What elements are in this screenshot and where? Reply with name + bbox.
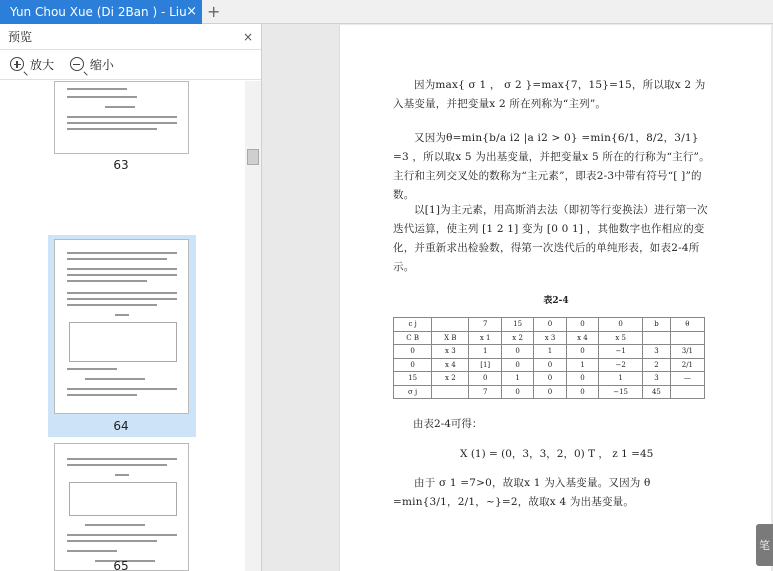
thumbnail-table: [69, 482, 177, 516]
table-cell: 0: [599, 318, 643, 332]
table-cell: b: [643, 318, 671, 332]
page-number-64: 64: [113, 419, 129, 433]
preview-panel: [0, 24, 262, 571]
table-row: [394, 372, 705, 386]
table-cell: 0: [534, 318, 566, 332]
table-cell: 3/1: [670, 345, 704, 359]
table-cell: 1: [599, 372, 643, 386]
table-cell: X B: [432, 331, 469, 345]
table-cell: 0: [501, 385, 533, 399]
table-cell: [670, 331, 704, 345]
table-cell: −2: [599, 358, 643, 372]
table-cell: 0: [534, 358, 566, 372]
table-cell: 3: [643, 345, 671, 359]
table-cell: 0: [501, 358, 533, 372]
table-cell: 1: [501, 372, 533, 386]
zoom-in-icon: [10, 57, 24, 71]
paragraph-5: 由于 σ 1 =7>0，故取x 1 为入基变量。又因为 θ =min{3/1，2/1，~}=2，故取x 4 为出基变量。: [393, 477, 651, 508]
table-cell: x 5: [599, 331, 643, 345]
table-cell: σ j: [394, 385, 432, 399]
table-row: [394, 385, 705, 399]
table-cell: [432, 318, 469, 332]
simplex-table: [393, 317, 705, 399]
table-cell: −1: [599, 345, 643, 359]
table-cell: [670, 385, 704, 399]
zoom-in-button[interactable]: [10, 58, 60, 72]
table-cell: 7: [469, 318, 501, 332]
zoom-out-label: 缩小: [89, 58, 114, 72]
table-cell: 0: [394, 345, 432, 359]
table-row: [394, 345, 705, 359]
table-cell: x 4: [566, 331, 598, 345]
side-note-button[interactable]: 笔: [756, 524, 773, 566]
new-tab-button[interactable]: +: [207, 2, 221, 21]
table-cell: 0: [469, 372, 501, 386]
table-cell: 0: [566, 345, 598, 359]
table-cell: 45: [643, 385, 671, 399]
table-cell: 0: [534, 372, 566, 386]
panel-header: [0, 24, 261, 50]
document-tab[interactable]: [0, 0, 202, 24]
table-cell: 2/1: [670, 358, 704, 372]
tab-bar: [0, 0, 773, 24]
document-page: [339, 25, 771, 571]
table-cell: 15: [501, 318, 533, 332]
zoom-in-label: 放大: [30, 58, 55, 72]
table-cell: 1: [469, 345, 501, 359]
table-row: [394, 331, 705, 345]
table-cell: θ: [670, 318, 704, 332]
table-row: [394, 318, 705, 332]
scrollbar-thumb[interactable]: [247, 149, 259, 165]
table-cell: 0: [534, 385, 566, 399]
table-cell: 1: [566, 358, 598, 372]
table-cell: x 3: [432, 345, 469, 359]
table-cell: 0: [566, 372, 598, 386]
thumbnail-page-63[interactable]: [54, 81, 189, 154]
panel-title: 预览: [8, 30, 33, 44]
table-cell: 0: [566, 318, 598, 332]
paragraph-1: 因为max{ σ 1 ， σ 2 }=max{7，15}=15，所以取x 2 为入基变量，并把变量x 2 所在列称为“主列”。: [393, 79, 706, 110]
table-cell: x 1: [469, 331, 501, 345]
table-cell: 0: [566, 385, 598, 399]
close-icon[interactable]: ×: [242, 30, 253, 44]
paragraph-2: 又因为θ=min{b/a i2 |a i2 > 0} =min{6/1，8/2，3/1} =3 ，所以取x 5 为出基变量，并把变量x 5 所在的行称为“主行”。主行和主列交叉处的数称为“主元素”，即表2-3中带有符号“[ ]”的数。: [393, 132, 710, 201]
paragraph-4: 由表2-4可得：: [413, 418, 483, 430]
table-cell: [432, 385, 469, 399]
table-cell: 0: [501, 345, 533, 359]
table-cell: 3: [643, 372, 671, 386]
table-cell: x 4: [432, 358, 469, 372]
zoom-out-icon: [70, 57, 84, 71]
close-icon[interactable]: ×: [186, 4, 197, 19]
table-cell: [1]: [469, 358, 501, 372]
thumbnail-list: [0, 81, 262, 571]
zoom-toolbar: [0, 50, 261, 80]
table-cell: x 3: [534, 331, 566, 345]
table-caption: 表2-4: [543, 296, 569, 306]
thumbnail-table: [69, 322, 177, 362]
table-cell: 0: [394, 358, 432, 372]
page-number-63: 63: [113, 158, 129, 172]
table-cell: 7: [469, 385, 501, 399]
page-number-65: 65: [113, 559, 129, 571]
paragraph-3: 以[1]为主元素，用高斯消去法（即初等行变换法）进行第一次迭代运算，使主列 [1 2 1] 变为 [0 0 1] ，其他数字也作相应的变化，并重新求出检验数，得第一次迭代后的单纯形表，如表2-4所示。: [393, 204, 708, 273]
table-row: [394, 358, 705, 372]
table-cell: c j: [394, 318, 432, 332]
table-cell: x 2: [432, 372, 469, 386]
thumbnail-page-65[interactable]: [54, 443, 189, 571]
thumbnail-page-64[interactable]: [54, 239, 189, 414]
document-view: [263, 25, 773, 571]
table-cell: x 2: [501, 331, 533, 345]
table-cell: —: [670, 372, 704, 386]
table-cell: [643, 331, 671, 345]
table-cell: 1: [534, 345, 566, 359]
zoom-out-button[interactable]: [70, 58, 120, 72]
formula: X (1) = (0，3，3，2，0) T ， z 1 =45: [460, 448, 654, 460]
tab-title: Yun Chou Xue (Di 2Ban ) - Liu: [10, 5, 187, 19]
table-cell: 2: [643, 358, 671, 372]
thumbnail-scrollbar[interactable]: [245, 81, 261, 571]
table-cell: 15: [394, 372, 432, 386]
table-cell: C B: [394, 331, 432, 345]
table-cell: −15: [599, 385, 643, 399]
